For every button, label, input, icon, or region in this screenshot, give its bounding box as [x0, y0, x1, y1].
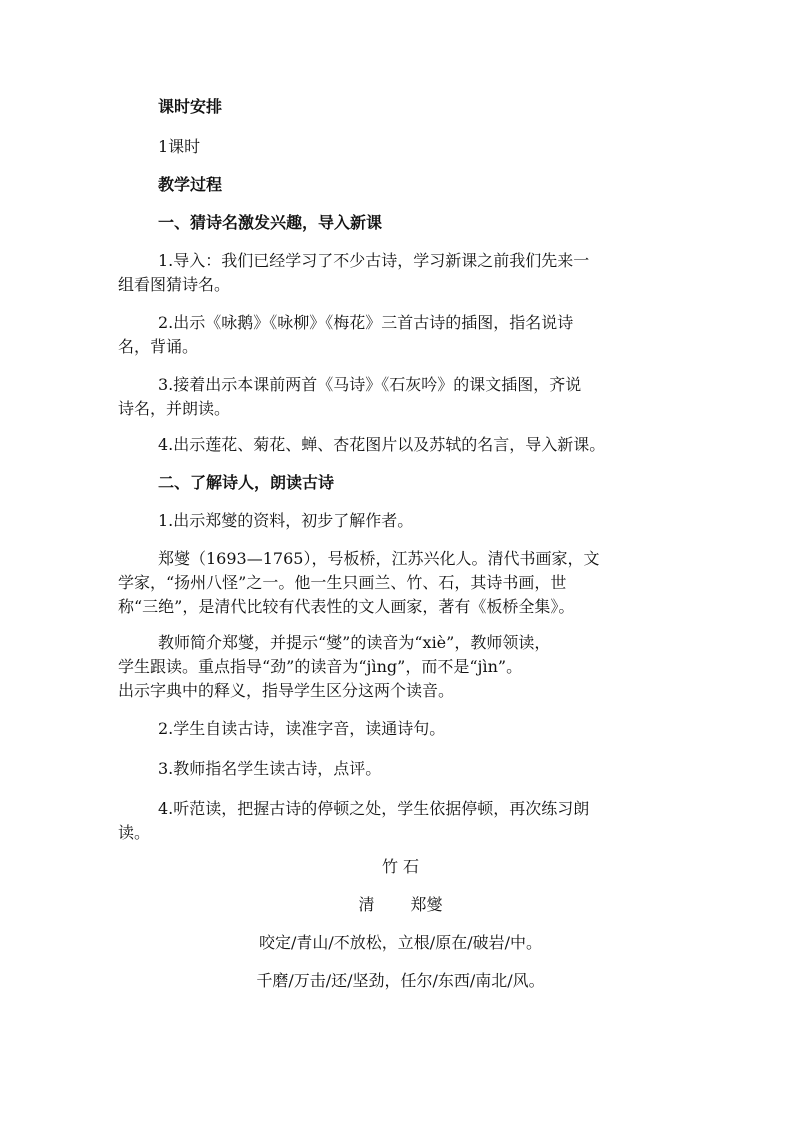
poem-line-2: 千磨/万击/还/坚劲，任尔/东西/南北/风。: [256, 971, 545, 990]
teaching-process-heading: 教学过程: [158, 175, 223, 194]
section2-paragraph-4: 2.学生自读古诗，读准字音，读通诗句。: [158, 719, 446, 738]
pronunciation-paragraph: 教师简介郑燮，并提示“燮”的读音为“xiè”，教师领读， 学生跟读。重点指导“劲”的读音为“jìng”，而不是“jìn”。 出示字典中的释义，指导学生区分这两个读音。: [118, 633, 551, 700]
poem-dynasty: 清: [358, 895, 375, 914]
section2-paragraph-6: 4.听范读，把握古诗的停顿之处，学生依据停顿，再次练习朗 读。: [118, 799, 590, 842]
lesson-time-value: 1课时: [158, 137, 201, 156]
poem-line-1: 咬定/青山/不放松，立根/原在/破岩/中。: [259, 933, 542, 952]
section1-paragraph-3: 3.接着出示本课前两首《马诗》《石灰吟》的课文插图，齐说 诗名，并朗读。: [118, 375, 582, 418]
lesson-time-heading: 课时安排: [158, 97, 223, 116]
section1-heading: 一、猜诗名激发兴趣，导入新课: [158, 213, 383, 232]
section1-paragraph-4: 4.出示莲花、菊花、蝉、杏花图片以及苏轼的名言，导入新课。: [158, 435, 606, 454]
poem-title: 竹 石: [381, 857, 420, 876]
section1-paragraph-2: 2.出示《咏鹅》《咏柳》《梅花》三首古诗的插图，指名说诗 名，背诵。: [118, 313, 574, 356]
poem-author-line: [118, 893, 683, 917]
section2-paragraph-5: 3.教师指名学生读古诗，点评。: [158, 759, 382, 778]
section2-heading: 二、了解诗人，朗读古诗: [158, 473, 335, 492]
author-bio-paragraph: 郑燮（1693—1765），号板桥，江苏兴化人。清代书画家，文 学家，“扬州八怪”之一。他一生只画兰、竹、石，其诗书画，世 称“三绝”，是清代比较有代表性的文人画家，著有《板桥全集》。: [118, 549, 600, 616]
section2-paragraph-1: 1.出示郑燮的资料，初步了解作者。: [158, 511, 414, 530]
poem-author: 郑燮: [410, 895, 443, 914]
section1-paragraph-1: 1.导入：我们已经学习了不少古诗，学习新课之前我们先来一 组看图猜诗名。: [118, 251, 590, 294]
